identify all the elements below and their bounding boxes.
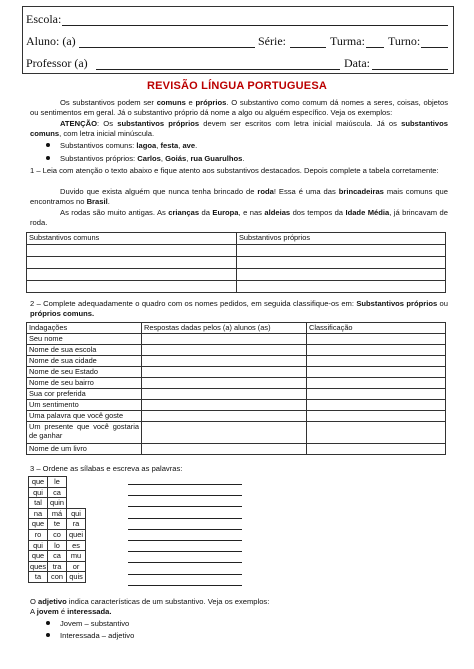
atencao-paragraph: ATENÇÃO: Os substantivos próprios devem ser escritos com letra inicial maiúscula. Já os substantivos comuns, com letra inicial minúscula. — [30, 119, 448, 139]
syllable-cell: má — [48, 508, 67, 519]
syllable-cell: que — [29, 477, 48, 488]
q2-header-respostas: Respostas dadas pelos (a) alunos (as) — [142, 323, 307, 334]
syllable-cell: mu — [67, 551, 86, 562]
syllable-cell: na — [29, 508, 48, 519]
q3-instruction: 3 – Ordene as sílabas e escreva as palavras: — [30, 464, 183, 473]
q2-answer-cell[interactable] — [142, 367, 307, 378]
answer-line[interactable] — [128, 518, 242, 519]
syllable-cell: tal — [29, 498, 48, 509]
turno-label: Turno: — [388, 34, 421, 48]
q2-answer-cell[interactable] — [142, 411, 307, 422]
q2-row-label: Nome de sua escola — [27, 345, 142, 356]
syllable-cell — [67, 487, 86, 498]
bullet-comuns: Substantivos comuns: lagoa, festa, ave. — [46, 141, 197, 151]
q2-instruction: 2 – Complete adequadamente o quadro com os nomes pedidos, em seguida classifique-os em: Substantivos próprios ou próprios comuns. — [30, 299, 448, 319]
data-field[interactable] — [372, 69, 448, 70]
q1-instruction: 1 – Leia com atenção o texto abaixo e fique atento aos substantivos destacados. Depois complete a tabela corretamente: — [30, 166, 439, 175]
q1-cell[interactable] — [237, 245, 446, 257]
q2-class-cell[interactable] — [307, 378, 446, 389]
q2-header-indagacoes: Indagações — [27, 323, 142, 334]
adjetivo-example: A jovem é interessada. — [30, 607, 112, 616]
q1-cell[interactable] — [237, 281, 446, 293]
syllable-cell: or — [67, 561, 86, 572]
syllable-cell: quis — [67, 572, 86, 583]
syllable-cell: quei — [67, 529, 86, 540]
q2-header-classificacao: Classificação — [307, 323, 446, 334]
professor-label: Professor (a) — [26, 56, 88, 70]
syllable-cell: que — [29, 519, 48, 530]
q2-answer-cell[interactable] — [142, 356, 307, 367]
syllable-cell: ca — [48, 551, 67, 562]
syllable-row — [29, 572, 86, 583]
syllable-cell — [67, 498, 86, 509]
q2-row-label: Nome de seu bairro — [27, 378, 142, 389]
q2-class-cell[interactable] — [307, 356, 446, 367]
syllable-row — [29, 498, 86, 509]
adjetivo-bullet-1: Jovem – substantivo — [46, 619, 129, 629]
q1-cell[interactable] — [27, 245, 237, 257]
adjetivo-bullet-2: Interessada – adjetivo — [46, 631, 134, 641]
syllable-row — [29, 540, 86, 551]
answer-line[interactable] — [128, 484, 242, 485]
syllable-cell: ta — [29, 572, 48, 583]
escola-field[interactable] — [62, 25, 448, 26]
answer-line[interactable] — [128, 574, 242, 575]
q1-table — [26, 232, 446, 293]
answer-line[interactable] — [128, 540, 242, 541]
q1-header-proprios: Substantivos próprios — [237, 233, 446, 245]
q2-class-cell[interactable] — [307, 444, 446, 455]
q2-row-label: Um presente que você gostaria de ganhar — [27, 422, 142, 444]
syllable-cell: qui — [29, 540, 48, 551]
q2-class-cell[interactable] — [307, 422, 446, 444]
q1-cell[interactable] — [27, 281, 237, 293]
syllable-row — [29, 487, 86, 498]
syllable-row — [29, 519, 86, 530]
escola-label: Escola: — [26, 12, 62, 26]
syllable-row — [29, 529, 86, 540]
syllable-row — [29, 508, 86, 519]
syllable-cell: que — [29, 551, 48, 562]
syllable-row — [29, 477, 86, 488]
q2-answer-cell[interactable] — [142, 334, 307, 345]
answer-line[interactable] — [128, 562, 242, 563]
syllable-cell: qui — [29, 487, 48, 498]
syllable-cell: ques — [29, 561, 47, 571]
syllable-row — [29, 551, 86, 562]
syllable-cell: con — [48, 572, 67, 583]
q1-text-sentence-1: Duvido que exista alguém que nunca tenha brincado de roda! Essa é uma das brincadeiras mais comuns que encontramos no Brasil. — [30, 187, 448, 207]
q2-class-cell[interactable] — [307, 345, 446, 356]
q1-cell[interactable] — [27, 257, 237, 269]
answer-line[interactable] — [128, 551, 242, 552]
bullet-proprios: Substantivos próprios: Carlos, Goiás, rua Guarulhos. — [46, 154, 245, 164]
q2-class-cell[interactable] — [307, 389, 446, 400]
adjetivo-paragraph: O adjetivo indica características de um substantivo. Veja os exemplos: — [30, 597, 270, 606]
syllable-cell: tra — [48, 561, 67, 572]
syllable-cell: le — [48, 477, 67, 488]
page-title: REVISÃO LÍNGUA PORTUGUESA — [147, 80, 327, 92]
q1-cell[interactable] — [237, 269, 446, 281]
q2-answer-cell[interactable] — [142, 378, 307, 389]
q2-table — [26, 322, 446, 455]
syllable-cell: es — [67, 540, 86, 551]
q2-class-cell[interactable] — [307, 400, 446, 411]
syllable-cell — [67, 477, 86, 488]
q2-answer-cell[interactable] — [142, 422, 307, 444]
q2-class-cell[interactable] — [307, 334, 446, 345]
aluno-label: Aluno: (a) — [26, 34, 76, 48]
professor-field[interactable] — [96, 69, 340, 70]
q1-cell[interactable] — [27, 269, 237, 281]
q2-row-label: Nome de um livro — [27, 444, 142, 455]
syllable-cell: ro — [29, 529, 48, 540]
q1-header-comuns: Substantivos comuns — [27, 233, 237, 245]
syllable-cell: quin — [48, 498, 67, 509]
syllable-cell: ra — [67, 519, 86, 530]
q2-answer-cell[interactable] — [142, 389, 307, 400]
q2-row-label: Sua cor preferida — [27, 389, 142, 400]
syllable-cell: lo — [48, 540, 67, 551]
syllable-row — [29, 561, 86, 572]
answer-line[interactable] — [128, 529, 242, 530]
serie-field[interactable] — [290, 47, 326, 48]
answer-line[interactable] — [128, 506, 242, 507]
aluno-field[interactable] — [79, 47, 255, 48]
syllable-cell: qui — [67, 508, 86, 519]
q2-row-label: Nome de sua cidade — [27, 356, 142, 367]
intro-paragraph: Os substantivos podem ser comuns e próprios. O substantivo como comum dá nomes a seres, coisas, objetos ou sentimentos em geral. Já o substantivo próprio dá nome a algo ou alguém específico. Veja os exemplos: — [30, 98, 448, 118]
turma-field[interactable] — [366, 47, 384, 48]
q1-cell[interactable] — [237, 257, 446, 269]
q2-row-label: Uma palavra que você goste — [27, 411, 142, 422]
turma-label: Turma: — [330, 34, 365, 48]
turno-field[interactable] — [421, 47, 448, 48]
q1-text-sentence-2: As rodas são muito antigas. As crianças da Europa, e nas aldeias dos tempos da Idade Média, já brincavam de roda. — [30, 208, 448, 228]
q2-answer-cell[interactable] — [142, 444, 307, 455]
q2-row-label: Seu nome — [27, 334, 142, 345]
syllable-table — [28, 476, 86, 583]
q2-answer-cell[interactable] — [142, 345, 307, 356]
q2-row-label: Nome de seu Estado — [27, 367, 142, 378]
syllable-cell: ca — [48, 487, 67, 498]
answer-line[interactable] — [128, 585, 242, 586]
syllable-cell: co — [48, 529, 67, 540]
q2-row-label: Um sentimento — [27, 400, 142, 411]
q2-class-cell[interactable] — [307, 367, 446, 378]
q2-class-cell[interactable] — [307, 411, 446, 422]
syllable-cell: te — [48, 519, 67, 530]
answer-line[interactable] — [128, 495, 242, 496]
data-label: Data: — [344, 56, 370, 70]
serie-label: Série: — [258, 34, 286, 48]
q2-answer-cell[interactable] — [142, 400, 307, 411]
